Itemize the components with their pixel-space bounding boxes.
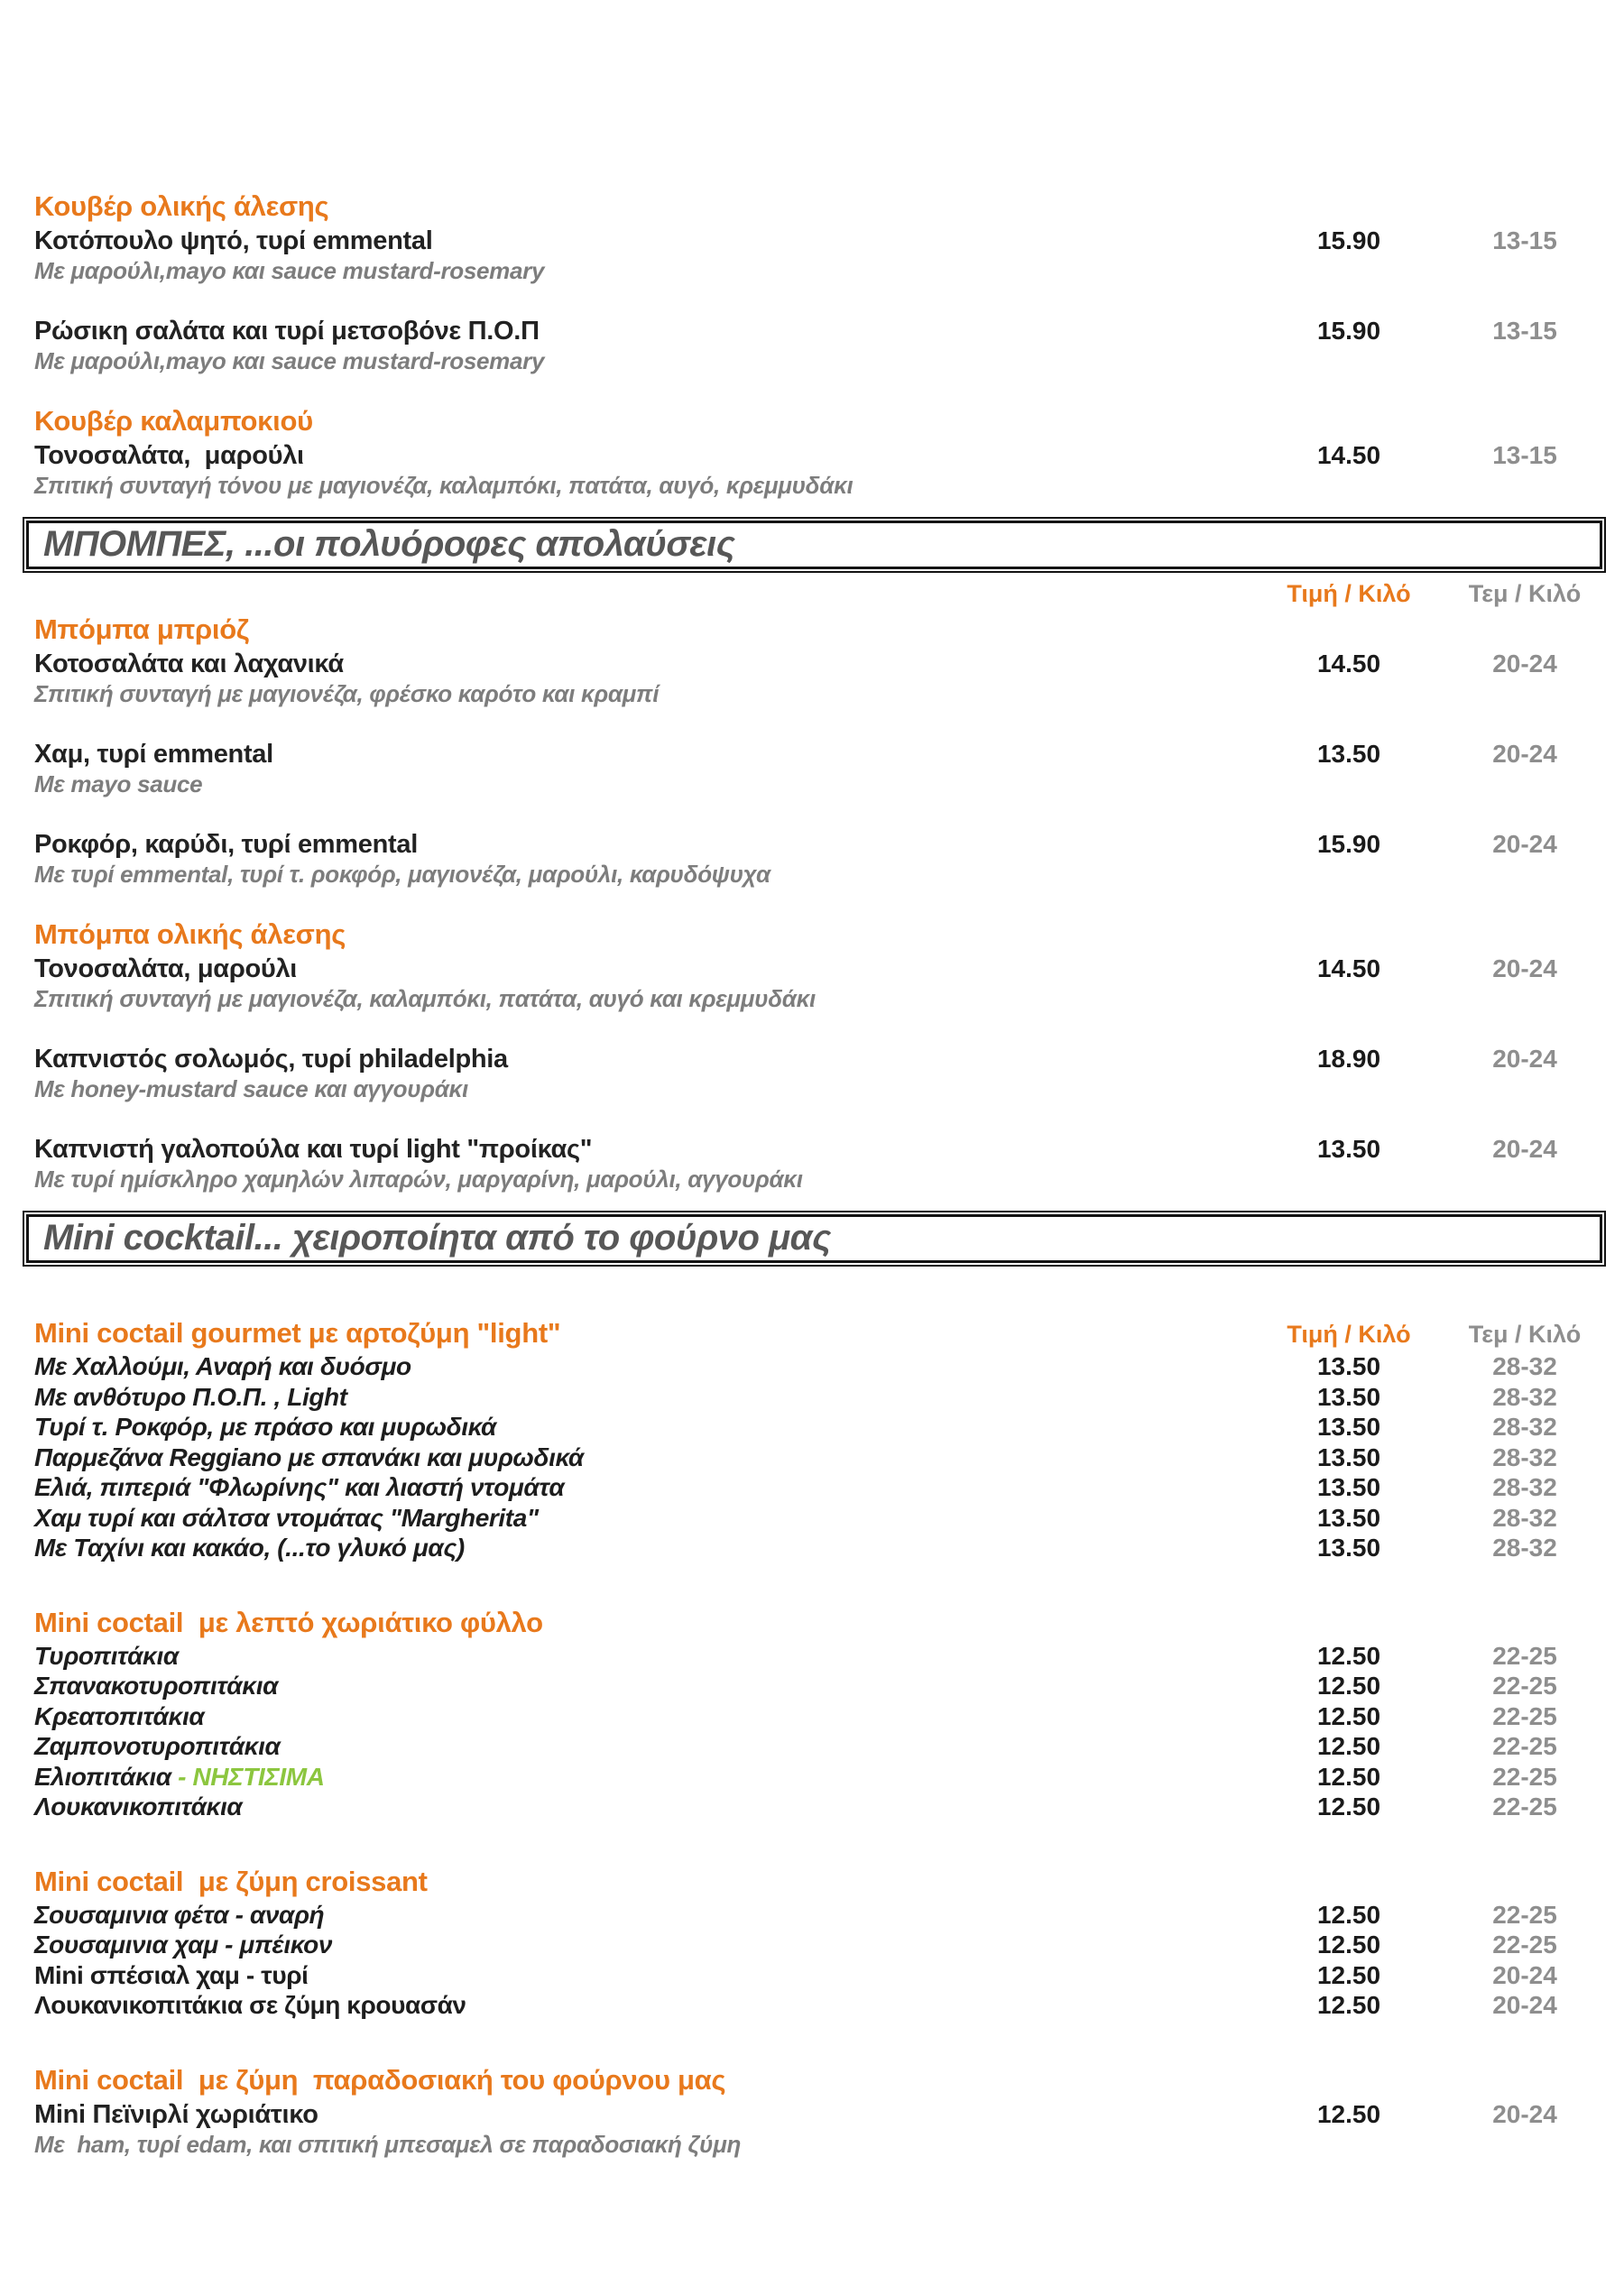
section-banner (23, 517, 1606, 573)
item-qty: 22-25 (1492, 1732, 1557, 1760)
item-name-cell (0, 1442, 1281, 1473)
item-qty: 20-24 (1492, 650, 1557, 677)
item-description: Σπιτική συνταγή με μαγιονέζα, καλαμπόκι, πατάτα, αυγό και κρεμμυδάκι (34, 985, 816, 1012)
item-name-cell (0, 1762, 1281, 1793)
item-qty: 20-24 (1492, 1960, 1557, 1989)
item-name: Ρώσικη σαλάτα και τυρί μετσοβόνε Π.Ο.Π (34, 317, 540, 346)
section-banner (23, 1211, 1606, 1267)
menu-item-row (0, 1701, 1624, 1732)
item-description: Με mayo sauce (34, 770, 203, 797)
item-name: Κοτόπουλο ψητό, τυρί emmental (34, 226, 433, 255)
item-name: Κρεατοπιτάκια (34, 1701, 205, 1730)
item-name: Σουσαμινια φέτα - αναρή (34, 1900, 325, 1929)
section-banner-title: ΜΠΟΜΠΕΣ, ...οι πολυόροφες απολαύσεις (26, 521, 1602, 569)
item-qty: 28-32 (1492, 1503, 1557, 1532)
item-qty: 13-15 (1492, 441, 1557, 469)
menu-item-row (0, 1792, 1624, 1822)
item-name: Με Ταχίνι και κακάο, (...το γλυκό μας) (34, 1534, 465, 1562)
item-name: Με Χαλλούμι, Αναρή και δυόσμο (34, 1352, 411, 1380)
item-description: Με μαρούλι,mayo και sauce mustard-rosemary (34, 347, 545, 374)
menu-item-row (0, 2098, 1624, 2131)
item-name: Ζαμπονοτυροπιτάκια (34, 1732, 281, 1760)
item-name: Λουκανικοπιτάκια σε ζύμη κρουασάν (34, 1991, 466, 2019)
item-name-cell (0, 1043, 1281, 1075)
section-heading: Μπόμπα ολικής άλεσης (34, 918, 346, 950)
item-qty: 22-25 (1492, 1701, 1557, 1730)
section-heading: Mini coctail με ζύμη παραδοσιακή του φούρνου μας (34, 2063, 726, 2096)
item-name: Σουσαμινια χαμ - μπέικον (34, 1931, 333, 1959)
section-heading: Mini coctail με λεπτό χωριάτικο φύλλο (34, 1606, 543, 1638)
menu-item-row (0, 953, 1624, 985)
item-price: 13.50 (1316, 1413, 1381, 1441)
item-name: Χαμ τυρί και σάλτσα ντομάτας "Margherita" (34, 1503, 539, 1532)
item-description: Με ham, τυρί edam, και σπιτική μπεσαμελ σε παραδοσιακή ζύμη (34, 2130, 742, 2158)
item-name: Καπνιστή γαλοπούλα και τυρί light "προίκας" (34, 1135, 593, 1164)
column-header-row (0, 580, 1624, 608)
item-qty: 20-24 (1492, 830, 1557, 858)
qty-column-header: Τεμ / Κιλό (1468, 1321, 1582, 1348)
item-name: Με ανθότυρο Π.Ο.Π. , Light (34, 1382, 347, 1411)
item-name-cell (0, 1472, 1281, 1503)
item-qty: 20-24 (1492, 2099, 1557, 2128)
item-name-cell (0, 439, 1281, 472)
item-price: 13.50 (1316, 1352, 1381, 1380)
item-qty: 13-15 (1492, 317, 1557, 345)
item-price: 12.50 (1316, 1672, 1381, 1700)
item-price: 12.50 (1316, 1641, 1381, 1670)
menu-item-row (0, 1930, 1624, 1960)
menu-item-row (0, 1900, 1624, 1931)
item-price: 13.50 (1316, 1135, 1381, 1163)
item-price: 12.50 (1316, 1732, 1381, 1760)
menu-item-row (0, 1442, 1624, 1473)
item-name: Χαμ, τυρί emmental (34, 740, 273, 769)
item-description: Με μαρούλι,mayo και sauce mustard-rosemary (34, 257, 545, 284)
item-name-cell (0, 1382, 1281, 1413)
item-price: 13.50 (1316, 1442, 1381, 1471)
item-name: Λουκανικοπιτάκια (34, 1793, 243, 1820)
fasting-label: - ΝΗΣΤΙΣΙΜΑ (178, 1762, 325, 1791)
item-qty: 20-24 (1492, 1045, 1557, 1073)
item-price: 13.50 (1316, 740, 1381, 768)
item-qty: 20-24 (1492, 1991, 1557, 2019)
item-qty: 20-24 (1492, 954, 1557, 982)
menu-item-row (0, 738, 1624, 770)
item-qty: 22-25 (1492, 1900, 1557, 1929)
item-price: 18.90 (1316, 1045, 1381, 1073)
item-price: 13.50 (1316, 1473, 1381, 1501)
item-name-cell (0, 648, 1281, 680)
item-name-cell (0, 1533, 1281, 1563)
item-name-cell (0, 1133, 1281, 1166)
menu-item-row (0, 1382, 1624, 1413)
item-price: 12.50 (1316, 1701, 1381, 1730)
item-name-cell (0, 953, 1281, 985)
menu-item-row (0, 225, 1624, 257)
item-name-cell (0, 738, 1281, 770)
item-qty: 13-15 (1492, 226, 1557, 254)
item-name: Τυροπιτάκια (34, 1641, 179, 1670)
menu-item-row (0, 1731, 1624, 1762)
item-qty: 28-32 (1492, 1413, 1557, 1441)
item-price: 12.50 (1316, 1960, 1381, 1989)
menu-item-row (0, 1990, 1624, 2021)
menu-item-row (0, 1472, 1624, 1503)
menu-item-row (0, 1133, 1624, 1166)
item-qty: 20-24 (1492, 1135, 1557, 1163)
item-price: 14.50 (1316, 954, 1381, 982)
item-price: 13.50 (1316, 1382, 1381, 1411)
item-name: Ροκφόρ, καρύδι, τυρί emmental (34, 830, 418, 859)
section-heading: Μπόμπα μπριόζ (34, 613, 249, 645)
item-price: 15.90 (1316, 317, 1381, 345)
section-heading-row (0, 1317, 1624, 1350)
menu-item-row (0, 1412, 1624, 1442)
item-price: 12.50 (1316, 2099, 1381, 2128)
item-name-cell (0, 1900, 1281, 1931)
item-name-cell (0, 828, 1281, 861)
item-name: Κοτοσαλάτα και λαχανικά (34, 650, 344, 678)
price-column-header: Τιμή / Κιλό (1287, 1321, 1411, 1348)
menu-item-row (0, 1503, 1624, 1534)
item-qty: 28-32 (1492, 1442, 1557, 1471)
item-qty: 28-32 (1492, 1382, 1557, 1411)
item-qty: 22-25 (1492, 1641, 1557, 1670)
section-heading: Κουβέρ ολικής άλεσης (34, 190, 329, 222)
item-name: Mini σπέσιαλ χαμ - τυρί (34, 1960, 309, 1989)
item-name: Παρμεζάνα Reggiano με σπανάκι και μυρωδικά (34, 1442, 584, 1471)
menu-item-row (0, 1533, 1624, 1563)
item-name: Τονοσαλάτα, μαρούλι (34, 441, 304, 470)
section-heading-text: Mini coctail gourmet με αρτοζύμη "light" (34, 1317, 561, 1349)
item-name: Καπνιστός σολωμός, τυρί philadelphia (34, 1045, 508, 1074)
menu-item-row (0, 1960, 1624, 1991)
item-name-cell (0, 1671, 1281, 1701)
item-price: 12.50 (1316, 1931, 1381, 1959)
item-qty: 28-32 (1492, 1352, 1557, 1380)
item-price: 14.50 (1316, 441, 1381, 469)
item-name-cell (0, 1960, 1281, 1991)
item-qty: 22-25 (1492, 1793, 1557, 1820)
menu-item-row (0, 315, 1624, 347)
item-qty: 22-25 (1492, 1672, 1557, 1700)
menu-item-row (0, 828, 1624, 861)
item-price: 12.50 (1316, 1991, 1381, 2019)
section-heading: Mini coctail με ζύμη croissant (34, 1865, 428, 1897)
section-heading (0, 1317, 1281, 1350)
item-qty: 22-25 (1492, 1762, 1557, 1791)
item-qty: 20-24 (1492, 740, 1557, 768)
item-name: Mini Πεϊνιρλί χωριάτικο (34, 2099, 318, 2129)
item-name: Σπανακοτυροπιτάκια (34, 1672, 279, 1700)
item-name-cell (0, 2098, 1281, 2131)
item-name: Ελιοπιτάκια (34, 1762, 179, 1791)
menu-item-row (0, 1043, 1624, 1075)
item-name-cell (0, 315, 1281, 347)
item-name-cell (0, 1731, 1281, 1762)
menu-item-row (0, 1351, 1624, 1382)
item-price: 12.50 (1316, 1793, 1381, 1820)
price-column-header: Τιμή / Κιλό (1287, 580, 1411, 607)
item-qty: 28-32 (1492, 1534, 1557, 1562)
item-price: 12.50 (1316, 1900, 1381, 1929)
item-name-cell (0, 1351, 1281, 1382)
item-description: Σπιτική συνταγή τόνου με μαγιονέζα, καλαμπόκι, πατάτα, αυγό, κρεμμυδάκι (34, 472, 854, 499)
item-price: 13.50 (1316, 1503, 1381, 1532)
item-description: Με τυρί emmental, τυρί τ. ροκφόρ, μαγιονέζα, μαρούλι, καρυδόψυχα (34, 861, 770, 888)
item-price: 15.90 (1316, 226, 1381, 254)
item-name-cell (0, 1701, 1281, 1732)
item-price: 15.90 (1316, 830, 1381, 858)
item-description: Σπιτική συνταγή με μαγιονέζα, φρέσκο καρότο και κραμπί (34, 680, 660, 707)
item-name: Τυρί τ. Ροκφόρ, με πράσο και μυρωδικά (34, 1413, 496, 1441)
menu-item-row (0, 1641, 1624, 1672)
item-qty: 28-32 (1492, 1473, 1557, 1501)
item-description: Με honey-mustard sauce και αγγουράκι (34, 1075, 468, 1102)
item-qty: 22-25 (1492, 1931, 1557, 1959)
section-heading: Κουβέρ καλαμποκιού (34, 405, 313, 437)
item-name-cell (0, 1641, 1281, 1672)
item-name-cell (0, 1412, 1281, 1442)
item-description: Με τυρί ημίσκληρο χαμηλών λιπαρών, μαργαρίνη, μαρούλι, αγγουράκι (34, 1166, 803, 1193)
menu-item-row (0, 439, 1624, 472)
item-name-cell (0, 1990, 1281, 2021)
item-name-cell (0, 1792, 1281, 1822)
item-price: 13.50 (1316, 1534, 1381, 1562)
item-name-cell (0, 1503, 1281, 1534)
menu-item-row (0, 1762, 1624, 1793)
item-name-cell (0, 225, 1281, 257)
menu-item-row (0, 1671, 1624, 1701)
item-name: Ελιά, πιπεριά "Φλωρίνης" και λιαστή ντομάτα (34, 1473, 565, 1501)
item-price: 12.50 (1316, 1762, 1381, 1791)
item-name: Τονοσαλάτα, μαρούλι (34, 954, 298, 983)
qty-column-header: Τεμ / Κιλό (1468, 580, 1582, 607)
item-price: 14.50 (1316, 650, 1381, 677)
item-name-cell (0, 1930, 1281, 1960)
section-banner-title: Mini cocktail... χειροποίητα από το φούρνο μας (26, 1214, 1602, 1263)
menu-item-row (0, 648, 1624, 680)
